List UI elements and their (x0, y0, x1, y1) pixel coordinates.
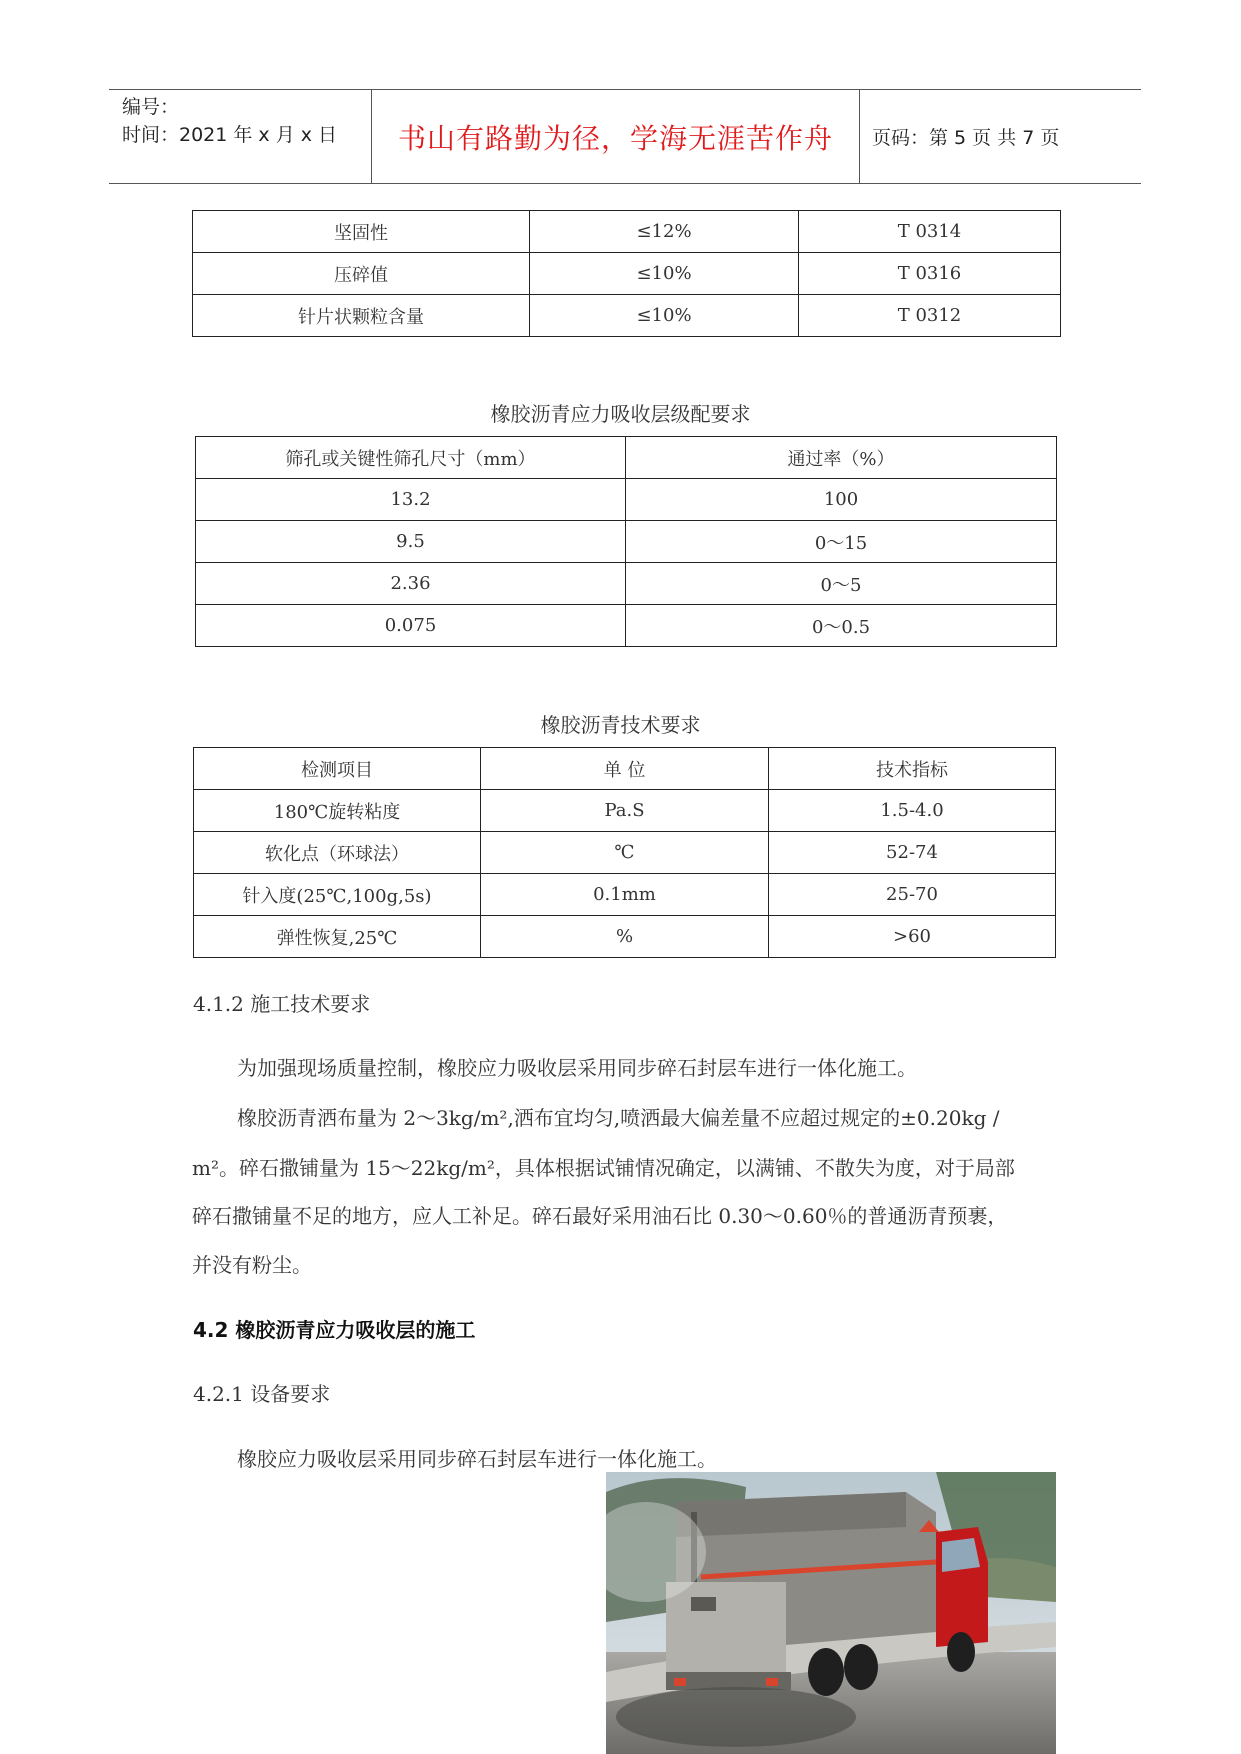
table-cell: 压碎值 (193, 253, 530, 295)
column-header: 检测项目 (194, 748, 481, 790)
asphalt-spec-caption: 橡胶沥青技术要求 (540, 713, 701, 737)
column-header: 技术指标 (769, 748, 1056, 790)
table-cell: % (481, 916, 769, 958)
table-cell: ℃ (481, 832, 769, 874)
paragraph-1: 为加强现场质量控制，橡胶应力吸收层采用同步碎石封层车进行一体化施工。 (237, 1056, 917, 1080)
header-motto: 书山有路勤为径，学海无涯苦作舟 (397, 121, 833, 155)
header-meta (122, 93, 370, 149)
paragraph-2-line: 橡胶沥青洒布量为 2～3kg/m²,洒布宜均匀,喷洒最大偏差量不应超过规定的±0.20kg / (237, 1106, 1000, 1130)
truck-illustration (606, 1472, 1056, 1754)
table-header-row (194, 748, 1056, 790)
table-cell: Pa.S (481, 790, 769, 832)
gradation-table-caption: 橡胶沥青应力吸收层级配要求 (490, 402, 751, 426)
asphalt-spec-table (193, 747, 1056, 958)
table-cell: 0.075 (196, 605, 626, 647)
table-cell: 软化点（环球法） (194, 832, 481, 874)
table-cell: 13.2 (196, 479, 626, 521)
section-heading-4-1-2: 4.1.2 施工技术要求 (193, 992, 371, 1016)
table-row (193, 295, 1061, 337)
table-row (194, 832, 1056, 874)
column-header: 筛孔或关键性筛孔尺寸（mm） (196, 437, 626, 479)
table-row (194, 874, 1056, 916)
table-cell: >60 (769, 916, 1056, 958)
table-cell: 坚固性 (193, 211, 530, 253)
table-cell: 100 (626, 479, 1057, 521)
table-row (194, 916, 1056, 958)
chip-sealer-truck-photo (606, 1472, 1056, 1754)
table-cell: ≤12% (530, 211, 799, 253)
table-cell: 0.1mm (481, 874, 769, 916)
column-header: 单 位 (481, 748, 769, 790)
table-row (196, 479, 1057, 521)
table-row (193, 211, 1061, 253)
table-cell: T 0312 (799, 295, 1061, 337)
table-cell: 弹性恢复,25℃ (194, 916, 481, 958)
table-cell: T 0314 (799, 211, 1061, 253)
table-cell: 1.5-4.0 (769, 790, 1056, 832)
paragraph-2-line: 并没有粉尘。 (192, 1253, 312, 1277)
table-cell: 180℃旋转粘度 (194, 790, 481, 832)
table-cell: T 0316 (799, 253, 1061, 295)
paragraph-2-line: 碎石撒铺量不足的地方，应人工补足。碎石最好采用油石比 0.30～0.60％的普通沥青预裹， (192, 1204, 1008, 1228)
table-cell: 0～5 (626, 563, 1057, 605)
table-cell: 针片状颗粒含量 (193, 295, 530, 337)
table-cell: ≤10% (530, 295, 799, 337)
table-cell: 25-70 (769, 874, 1056, 916)
table-cell: ≤10% (530, 253, 799, 295)
table-row (196, 605, 1057, 647)
serial-label: 编号： (122, 96, 180, 118)
table-header-row (196, 437, 1057, 479)
aggregate-spec-table (192, 210, 1061, 337)
column-header: 通过率（%） (626, 437, 1057, 479)
header-divider (859, 90, 860, 183)
table-row (193, 253, 1061, 295)
paragraph-3: 橡胶应力吸收层采用同步碎石封层车进行一体化施工。 (237, 1447, 717, 1471)
page-header (109, 89, 1141, 184)
paragraph-2-line: m²。碎石撒铺量为 15～22kg/m²，具体根据试铺情况确定，以满铺、不散失为度，对于局部 (192, 1156, 1015, 1180)
section-heading-4-2-1: 4.2.1 设备要求 (193, 1382, 331, 1406)
date-label: 时间：2021 年 x 月 x 日 (122, 124, 338, 146)
page-info: 页码：第 5 页 共 7 页 (872, 127, 1060, 149)
table-cell: 0～0.5 (626, 605, 1057, 647)
table-row (196, 521, 1057, 563)
table-cell: 9.5 (196, 521, 626, 563)
section-heading-4-2: 4.2 橡胶沥青应力吸收层的施工 (193, 1318, 476, 1342)
table-cell: 针入度(25℃,100g,5s) (194, 874, 481, 916)
table-cell: 52-74 (769, 832, 1056, 874)
table-row (194, 790, 1056, 832)
table-cell: 2.36 (196, 563, 626, 605)
table-row (196, 563, 1057, 605)
gradation-table (195, 436, 1057, 647)
table-cell: 0～15 (626, 521, 1057, 563)
